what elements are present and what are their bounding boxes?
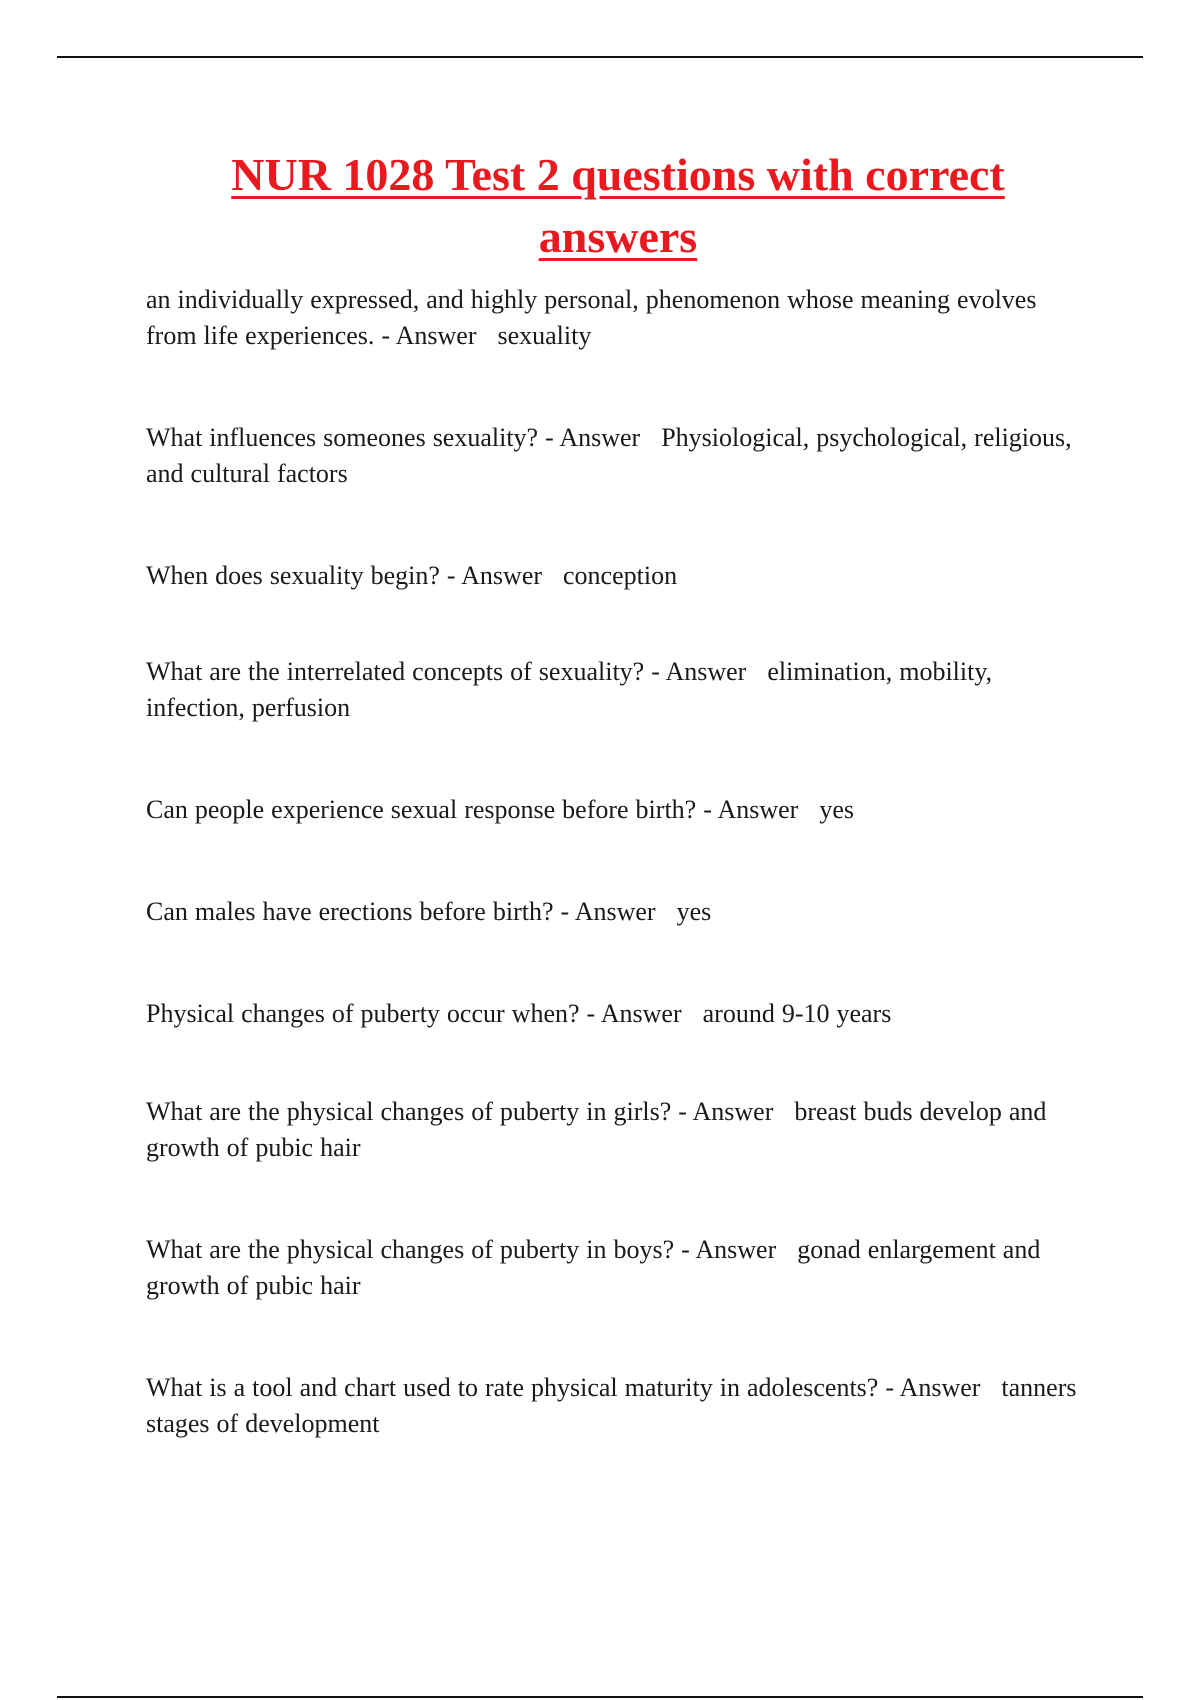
question-text: What are the physical changes of puberty in girls? (146, 1097, 672, 1126)
answer-text: conception (563, 561, 678, 590)
qa-item (146, 996, 1086, 1032)
question-text: Can males have erections before birth? (146, 897, 554, 926)
answer-separator: - Answer (579, 999, 682, 1028)
qa-item (146, 420, 1086, 492)
question-text: What is a tool and chart used to rate physical maturity in adolescents? (146, 1373, 879, 1402)
answer-separator: - Answer (696, 795, 799, 824)
top-rule (57, 56, 1143, 58)
question-text: What are the physical changes of puberty in boys? (146, 1235, 675, 1264)
answer-text: elimination, mobility, infection, perfusion (146, 657, 993, 722)
qa-item (146, 792, 1086, 828)
question-text: an individually expressed, and highly personal, phenomenon whose meaning evolves from life experiences. (146, 285, 1037, 350)
answer-separator: - Answer (374, 321, 477, 350)
answer-separator: - Answer (878, 1373, 981, 1402)
question-text: When does sexuality begin? (146, 561, 440, 590)
question-text: Physical changes of puberty occur when? (146, 999, 580, 1028)
qa-item (146, 1094, 1086, 1166)
qa-item (146, 654, 1086, 726)
answer-separator: - Answer (671, 1097, 774, 1126)
answer-text: yes (819, 795, 854, 824)
qa-item (146, 282, 1086, 354)
answer-separator: - Answer (538, 423, 641, 452)
question-text: Can people experience sexual response before birth? (146, 795, 697, 824)
answer-separator: - Answer (553, 897, 656, 926)
answer-text: sexuality (497, 321, 592, 350)
answer-separator: - Answer (439, 561, 543, 590)
answer-text: gonad enlargement and growth of pubic hair (146, 1235, 1041, 1300)
qa-item (146, 894, 1086, 930)
answer-text: tanners stages of development (146, 1373, 1077, 1438)
answer-text: around 9-10 years (702, 999, 892, 1028)
answer-separator: - Answer (644, 657, 747, 686)
qa-item (146, 1232, 1086, 1304)
answer-text: breast buds develop and growth of pubic hair (146, 1097, 1047, 1162)
answer-separator: - Answer (674, 1235, 777, 1264)
question-text: What influences someones sexuality? (146, 423, 539, 452)
qa-item (146, 1370, 1086, 1442)
qa-list (146, 282, 1086, 1508)
bottom-rule (57, 1696, 1143, 1698)
answer-text: yes (676, 897, 712, 926)
question-text: What are the interrelated concepts of sexuality? (146, 657, 645, 686)
answer-text: Physiological, psychological, religious, and cultural factors (146, 423, 1072, 488)
qa-item (146, 558, 1086, 594)
document-title: NUR 1028 Test 2 questions with correct answers (231, 149, 1005, 262)
